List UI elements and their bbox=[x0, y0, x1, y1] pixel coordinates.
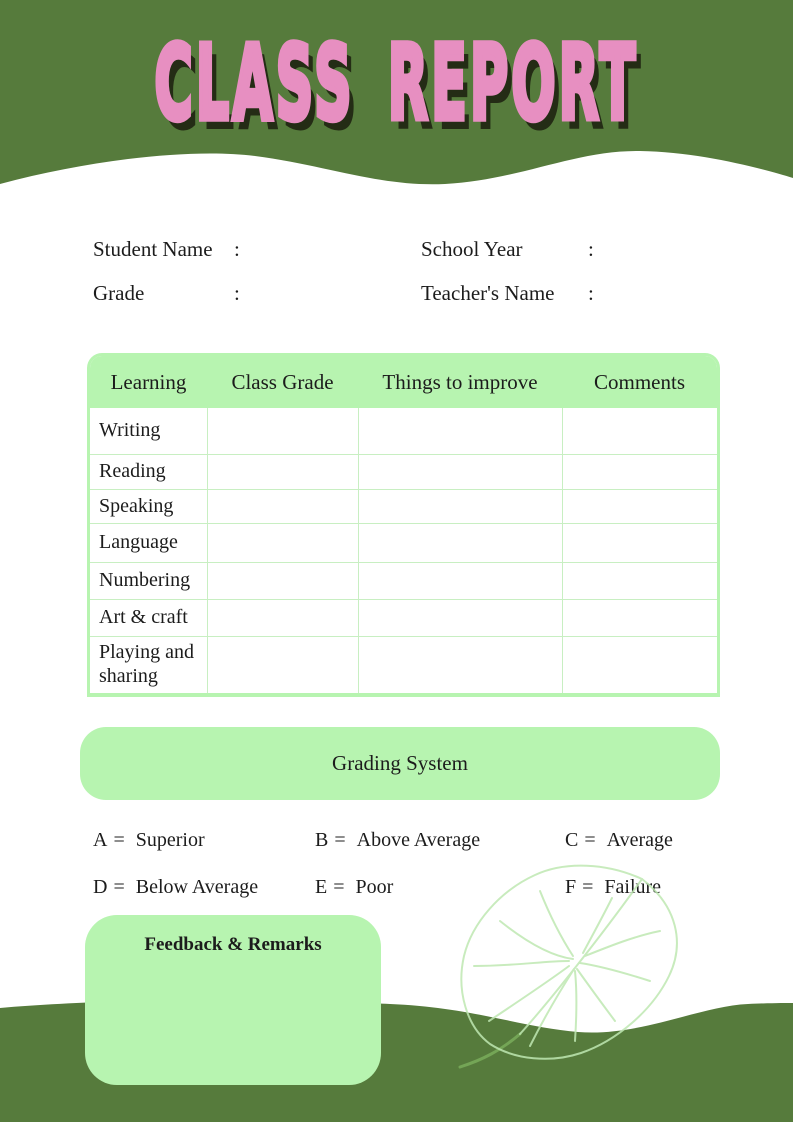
comments-cell[interactable] bbox=[562, 524, 717, 562]
monstera-leaf-icon bbox=[452, 860, 722, 1080]
feedback-remarks-box[interactable] bbox=[85, 915, 381, 1085]
table-row bbox=[90, 636, 717, 693]
col-header-things-to-improve: Things to improve bbox=[382, 369, 538, 394]
grade-letter: A bbox=[93, 829, 108, 851]
things-to-improve-cell[interactable] bbox=[358, 563, 562, 599]
things-to-improve-cell[interactable] bbox=[358, 455, 562, 489]
grade-meaning: Poor bbox=[355, 876, 394, 898]
comments-cell[interactable] bbox=[562, 637, 717, 693]
equals-sign: = bbox=[113, 876, 125, 898]
school-year-label: School Year bbox=[421, 237, 523, 261]
teacher-name-colon: : bbox=[588, 281, 594, 305]
class-grade-cell[interactable] bbox=[207, 637, 358, 693]
things-to-improve-cell[interactable] bbox=[358, 490, 562, 523]
page-title: CLASS REPORT bbox=[154, 24, 639, 144]
learning-label: Art & craft bbox=[99, 606, 188, 629]
class-grade-cell[interactable] bbox=[207, 455, 358, 489]
equals-sign: = bbox=[333, 876, 345, 898]
col-header-learning: Learning bbox=[110, 369, 187, 394]
equals-sign: = bbox=[584, 829, 596, 851]
equals-sign: = bbox=[113, 829, 125, 851]
grade-meaning: Above Average bbox=[356, 829, 481, 851]
table-row bbox=[90, 408, 717, 454]
school-year-colon: : bbox=[588, 237, 594, 261]
learning-label: Speaking bbox=[99, 494, 174, 517]
student-name-label: Student Name bbox=[93, 237, 213, 261]
grading-system-title: Grading System bbox=[332, 751, 468, 775]
things-to-improve-cell[interactable] bbox=[358, 637, 562, 693]
table-row bbox=[90, 562, 717, 599]
comments-cell[interactable] bbox=[562, 563, 717, 599]
grade-letter: F bbox=[565, 876, 577, 898]
legend-item-b bbox=[315, 829, 565, 852]
student-name-colon: : bbox=[234, 237, 240, 261]
table-header-row bbox=[90, 356, 717, 408]
learning-label: Playing and sharing bbox=[99, 641, 194, 687]
table-row bbox=[90, 599, 717, 636]
col-header-comments: Comments bbox=[593, 369, 685, 394]
grade-meaning: Average bbox=[606, 829, 673, 851]
grade-label: Grade bbox=[93, 281, 145, 305]
things-to-improve-cell[interactable] bbox=[358, 408, 562, 454]
table-row bbox=[90, 454, 717, 489]
class-grade-cell[interactable] bbox=[207, 408, 358, 454]
learning-label: Reading bbox=[99, 460, 166, 483]
grading-system-banner bbox=[80, 727, 720, 800]
learning-label: Language bbox=[99, 531, 178, 554]
student-info-row bbox=[93, 281, 753, 306]
learning-label: Numbering bbox=[99, 569, 191, 592]
grade-letter: B bbox=[315, 829, 329, 851]
grade-legend-row bbox=[93, 829, 743, 852]
student-info-row bbox=[93, 237, 753, 262]
legend-item-c bbox=[565, 829, 743, 852]
grade-letter: E bbox=[315, 876, 328, 898]
col-header-class-grade: Class Grade bbox=[231, 369, 334, 394]
comments-cell[interactable] bbox=[562, 455, 717, 489]
table-row bbox=[90, 523, 717, 562]
things-to-improve-cell[interactable] bbox=[358, 524, 562, 562]
report-table bbox=[87, 353, 720, 697]
teacher-name-label: Teacher's Name bbox=[421, 281, 555, 305]
equals-sign: = bbox=[582, 876, 594, 898]
student-info-section bbox=[93, 237, 753, 325]
comments-cell[interactable] bbox=[562, 490, 717, 523]
comments-cell[interactable] bbox=[562, 600, 717, 636]
table-row bbox=[90, 489, 717, 523]
comments-cell[interactable] bbox=[562, 408, 717, 454]
grade-colon: : bbox=[234, 281, 240, 305]
legend-item-a bbox=[93, 829, 315, 852]
feedback-remarks-title: Feedback & Remarks bbox=[144, 934, 322, 955]
grade-meaning: Below Average bbox=[135, 876, 259, 898]
grade-letter: D bbox=[93, 876, 108, 898]
class-grade-cell[interactable] bbox=[207, 600, 358, 636]
class-grade-cell[interactable] bbox=[207, 563, 358, 599]
grade-meaning: Failure bbox=[604, 876, 662, 898]
learning-label: Writing bbox=[99, 419, 161, 442]
things-to-improve-cell[interactable] bbox=[358, 600, 562, 636]
class-grade-cell[interactable] bbox=[207, 490, 358, 523]
legend-item-d bbox=[93, 876, 315, 899]
equals-sign: = bbox=[334, 829, 346, 851]
table-body bbox=[90, 408, 717, 693]
grade-meaning: Superior bbox=[135, 829, 205, 851]
class-grade-cell[interactable] bbox=[207, 524, 358, 562]
grade-letter: C bbox=[565, 829, 579, 851]
